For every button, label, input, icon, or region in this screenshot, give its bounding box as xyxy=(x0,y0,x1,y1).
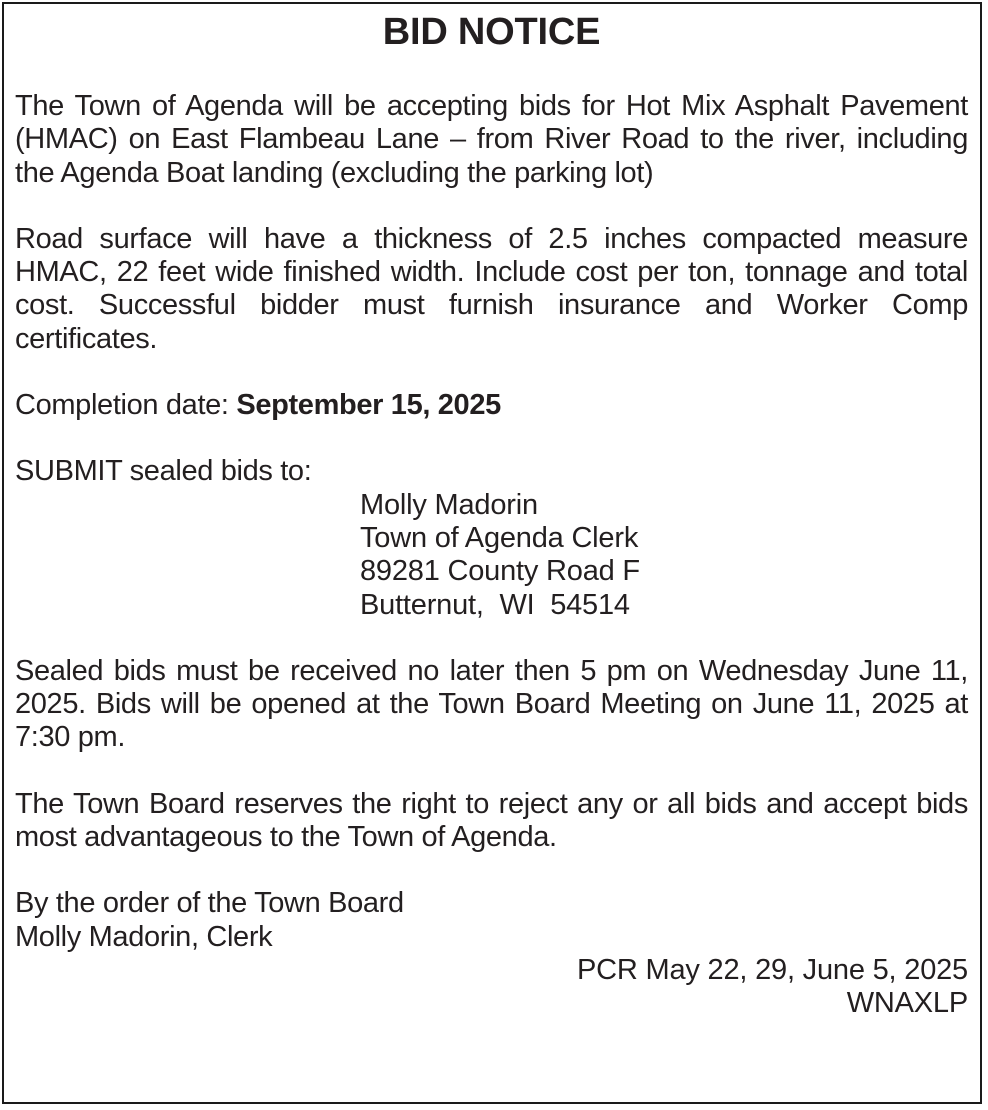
publication-dates: PCR May 22, 29, June 5, 2025 xyxy=(577,953,968,986)
publication-code: WNAXLP xyxy=(846,987,968,1020)
publication-info xyxy=(15,954,968,1021)
project-description: The Town of Agenda will be accepting bids for Hot Mix Asphalt Pavement (HMAC) on East Flambeau Lane – from River Road to the river, including the Agenda Boat landing (excluding the parking lot) xyxy=(15,90,968,189)
bid-notice xyxy=(2,2,982,1104)
reservation-of-rights: The Town Board reserves the right to reject any or all bids and accept bids most advantageous to the Town of Agenda. xyxy=(15,787,968,854)
signoff-line-2: Molly Madorin, Clerk xyxy=(15,920,273,953)
notice-title: BID NOTICE xyxy=(382,11,601,53)
specifications: Road surface will have a thickness of 2.5 inches compacted measure HMAC, 22 feet wide finished width. Include cost per ton, tonnage and total cost. Successful bidder must furnish insurance and Worker Comp certificates. xyxy=(15,222,968,355)
bid-deadline: Sealed bids must be received no later then 5 pm on Wednesday June 11, 2025. Bids will be opened at the Town Board Meeting on June 11, 2025 at 7:30 pm. xyxy=(15,654,968,754)
completion-date xyxy=(15,389,968,422)
address-name: Molly Madorin xyxy=(360,488,538,521)
mailing-address xyxy=(15,489,968,622)
submit-block xyxy=(15,455,968,621)
completion-label: Completion date: xyxy=(15,389,237,422)
signoff xyxy=(15,887,968,954)
submit-label: SUBMIT sealed bids to: xyxy=(15,455,312,488)
address-city-state-zip: Butternut, WI 54514 xyxy=(360,588,630,621)
signoff-line-1: By the order of the Town Board xyxy=(15,887,404,920)
address-title: Town of Agenda Clerk xyxy=(360,521,639,554)
completion-date-value: September 15, 2025 xyxy=(236,389,501,422)
address-street: 89281 County Road F xyxy=(360,555,640,588)
